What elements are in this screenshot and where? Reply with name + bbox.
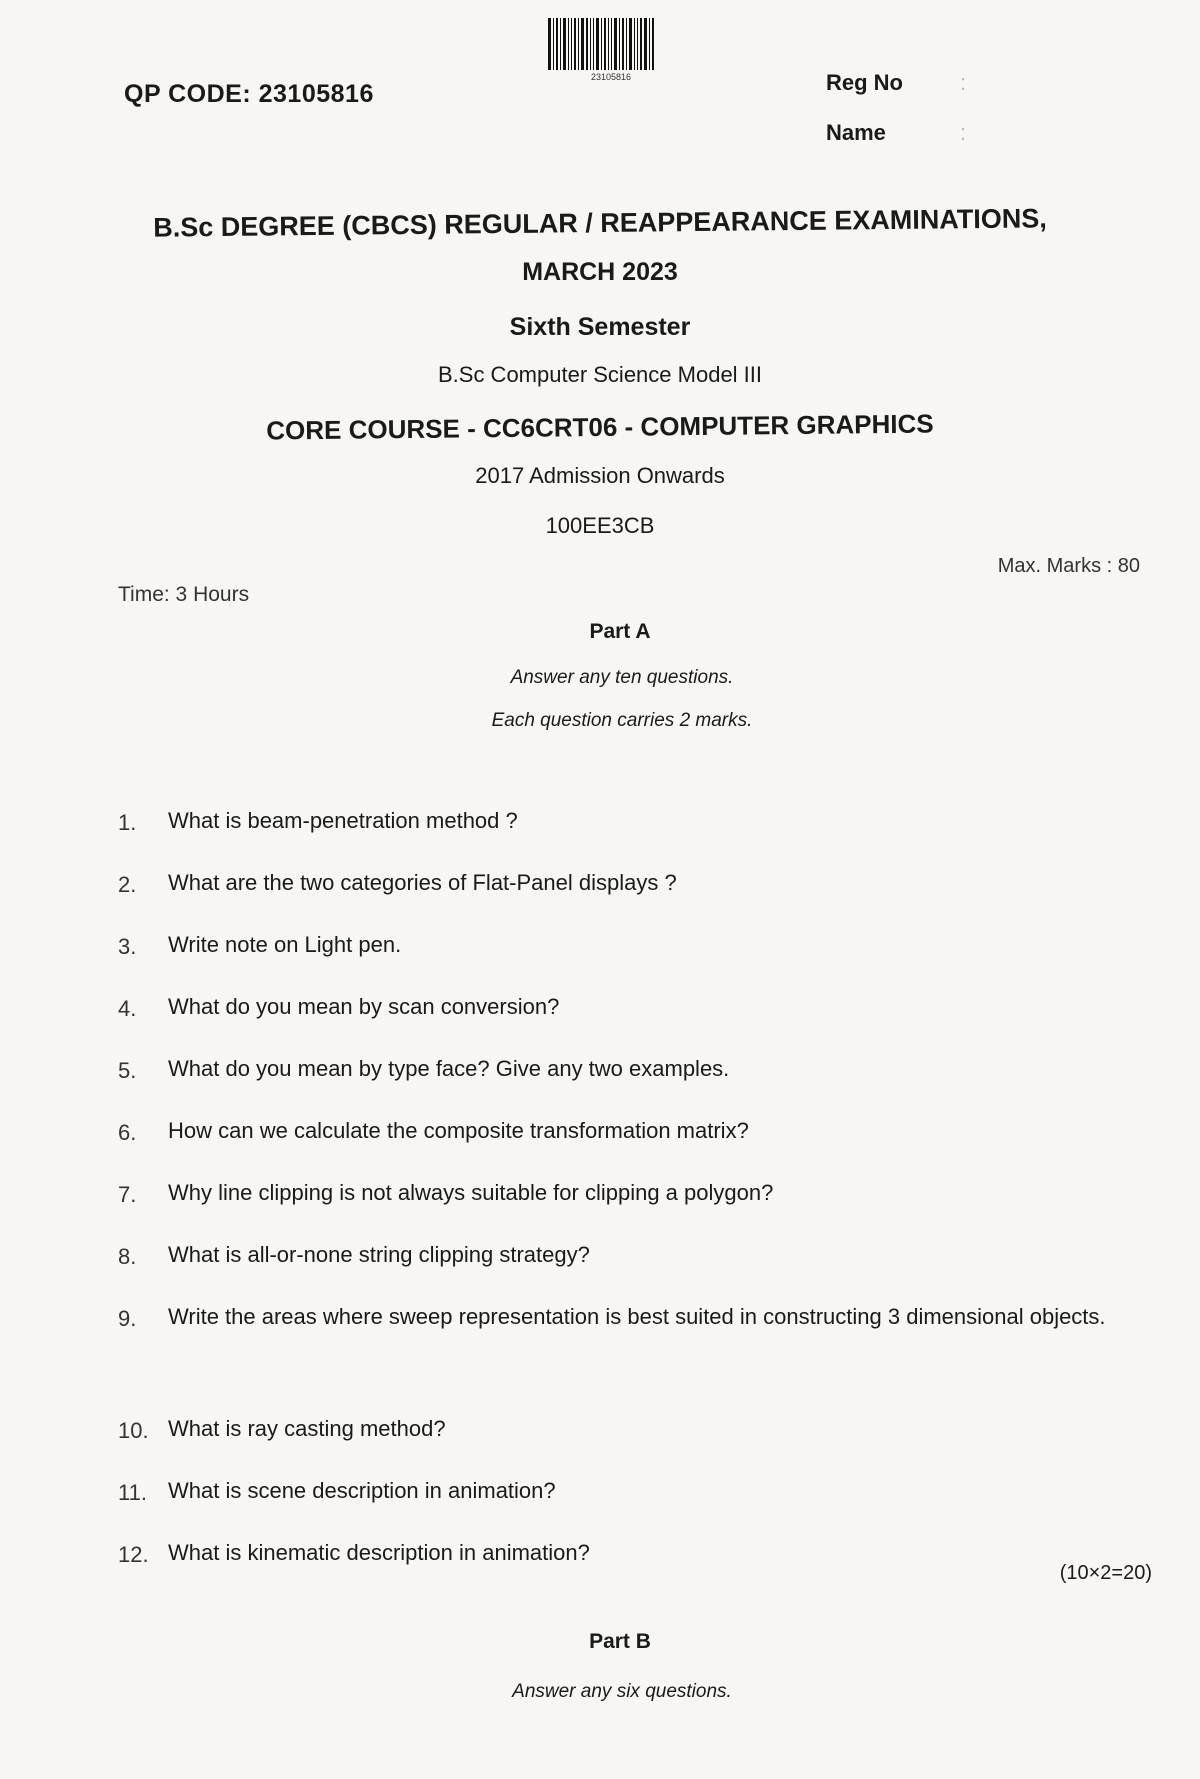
part-b-title: Part B xyxy=(589,1630,651,1653)
question-item xyxy=(118,1542,1148,1577)
question-item xyxy=(118,810,1148,845)
part-a-title: Part A xyxy=(589,620,651,643)
name-label: Name xyxy=(826,120,886,145)
barcode-bar xyxy=(629,18,632,70)
qp-code: QP CODE: 23105816 xyxy=(124,80,374,108)
barcode-bar xyxy=(608,18,609,70)
question-item xyxy=(118,996,1148,1031)
question-item xyxy=(118,1182,1148,1217)
question-number: 4. xyxy=(118,996,137,1021)
course-title: CORE COURSE - CC6CRT06 - COMPUTER GRAPHICS xyxy=(266,408,934,446)
barcode-bar xyxy=(586,18,588,70)
reg-no-label: Reg No xyxy=(826,70,903,95)
question-number: 11. xyxy=(118,1480,147,1505)
barcode-bar xyxy=(634,18,635,70)
question-number: 10. xyxy=(118,1418,149,1443)
question-text: What is all-or-none string clipping strategy? xyxy=(168,1242,590,1267)
question-item xyxy=(118,1120,1148,1155)
part-a-instruction-1: Answer any ten questions. xyxy=(510,667,734,688)
semester: Sixth Semester xyxy=(509,313,691,341)
part-b-instruction: Answer any six questions. xyxy=(512,1681,732,1702)
question-text: What do you mean by type face? Give any two examples. xyxy=(168,1056,730,1081)
barcode-bar xyxy=(563,18,566,70)
question-number: 1. xyxy=(118,810,137,835)
question-text: What are the two categories of Flat-Panel displays ? xyxy=(168,870,677,895)
time: Time: 3 Hours xyxy=(118,583,250,606)
barcode-bar xyxy=(548,18,551,70)
question-number: 6. xyxy=(118,1120,137,1145)
question-item xyxy=(118,1306,1148,1341)
question-text: What is scene description in animation? xyxy=(168,1478,556,1503)
question-item xyxy=(118,934,1148,969)
question-item xyxy=(118,1418,1148,1453)
barcode-number: 23105816 xyxy=(590,72,632,82)
barcode xyxy=(548,18,674,70)
barcode-bar xyxy=(596,18,599,70)
barcode-bar xyxy=(601,18,602,70)
barcode-bar xyxy=(619,18,620,70)
barcode-bar xyxy=(581,18,584,70)
barcode-bar xyxy=(568,18,569,70)
question-item xyxy=(118,1058,1148,1093)
barcode-bar xyxy=(604,18,606,70)
exam-title: B.Sc DEGREE (CBCS) REGULAR / REAPPEARANCE EXAMINATIONS, xyxy=(153,203,1047,243)
question-number: 5. xyxy=(118,1058,137,1083)
question-number: 7. xyxy=(118,1182,137,1207)
barcode-bar xyxy=(556,18,558,70)
barcode-bar xyxy=(560,18,561,70)
question-number: 9. xyxy=(118,1306,137,1331)
part-a-marks: (10×2=20) xyxy=(1059,1562,1152,1584)
barcode-bar xyxy=(644,18,647,70)
question-item xyxy=(118,872,1148,907)
barcode-bar xyxy=(578,18,579,70)
barcode-bar xyxy=(637,18,638,70)
question-text: What is ray casting method? xyxy=(168,1416,446,1441)
question-number: 12. xyxy=(118,1542,149,1567)
barcode-bar xyxy=(611,18,612,70)
paper-code: 100EE3CB xyxy=(545,513,655,538)
question-number: 2. xyxy=(118,872,137,897)
question-item xyxy=(118,1480,1148,1515)
part-a-instruction-2: Each question carries 2 marks. xyxy=(491,710,753,731)
question-number: 3. xyxy=(118,934,137,959)
barcode-bar xyxy=(640,18,642,70)
barcode-bar xyxy=(649,18,650,70)
reg-no-colon: : xyxy=(960,70,967,95)
name-colon: : xyxy=(960,120,967,145)
max-marks: Max. Marks : 80 xyxy=(997,555,1140,577)
barcode-bar xyxy=(593,18,594,70)
barcode-bar xyxy=(614,18,617,70)
question-text: What do you mean by scan conversion? xyxy=(168,994,560,1019)
question-item xyxy=(118,1244,1148,1279)
exam-date: MARCH 2023 xyxy=(522,258,678,286)
question-text: Why line clipping is not always suitable for clipping a polygon? xyxy=(168,1180,774,1205)
question-text: What is kinematic description in animation? xyxy=(168,1540,590,1565)
barcode-bar xyxy=(622,18,624,70)
barcode-bar xyxy=(626,18,627,70)
question-text: What is beam-penetration method ? xyxy=(168,808,518,833)
barcode-bar xyxy=(652,18,654,70)
question-text: Write the areas where sweep representation is best suited in constructing 3 dimensional objects. xyxy=(168,1304,1106,1329)
barcode-bar xyxy=(571,18,572,70)
admission: 2017 Admission Onwards xyxy=(475,463,725,488)
programme: B.Sc Computer Science Model III xyxy=(437,362,763,387)
question-text: Write note on Light pen. xyxy=(168,932,402,957)
question-number: 8. xyxy=(118,1244,137,1269)
barcode-bar xyxy=(574,18,576,70)
question-text: How can we calculate the composite transformation matrix? xyxy=(168,1118,749,1143)
barcode-bar xyxy=(590,18,591,70)
barcode-bar xyxy=(553,18,554,70)
